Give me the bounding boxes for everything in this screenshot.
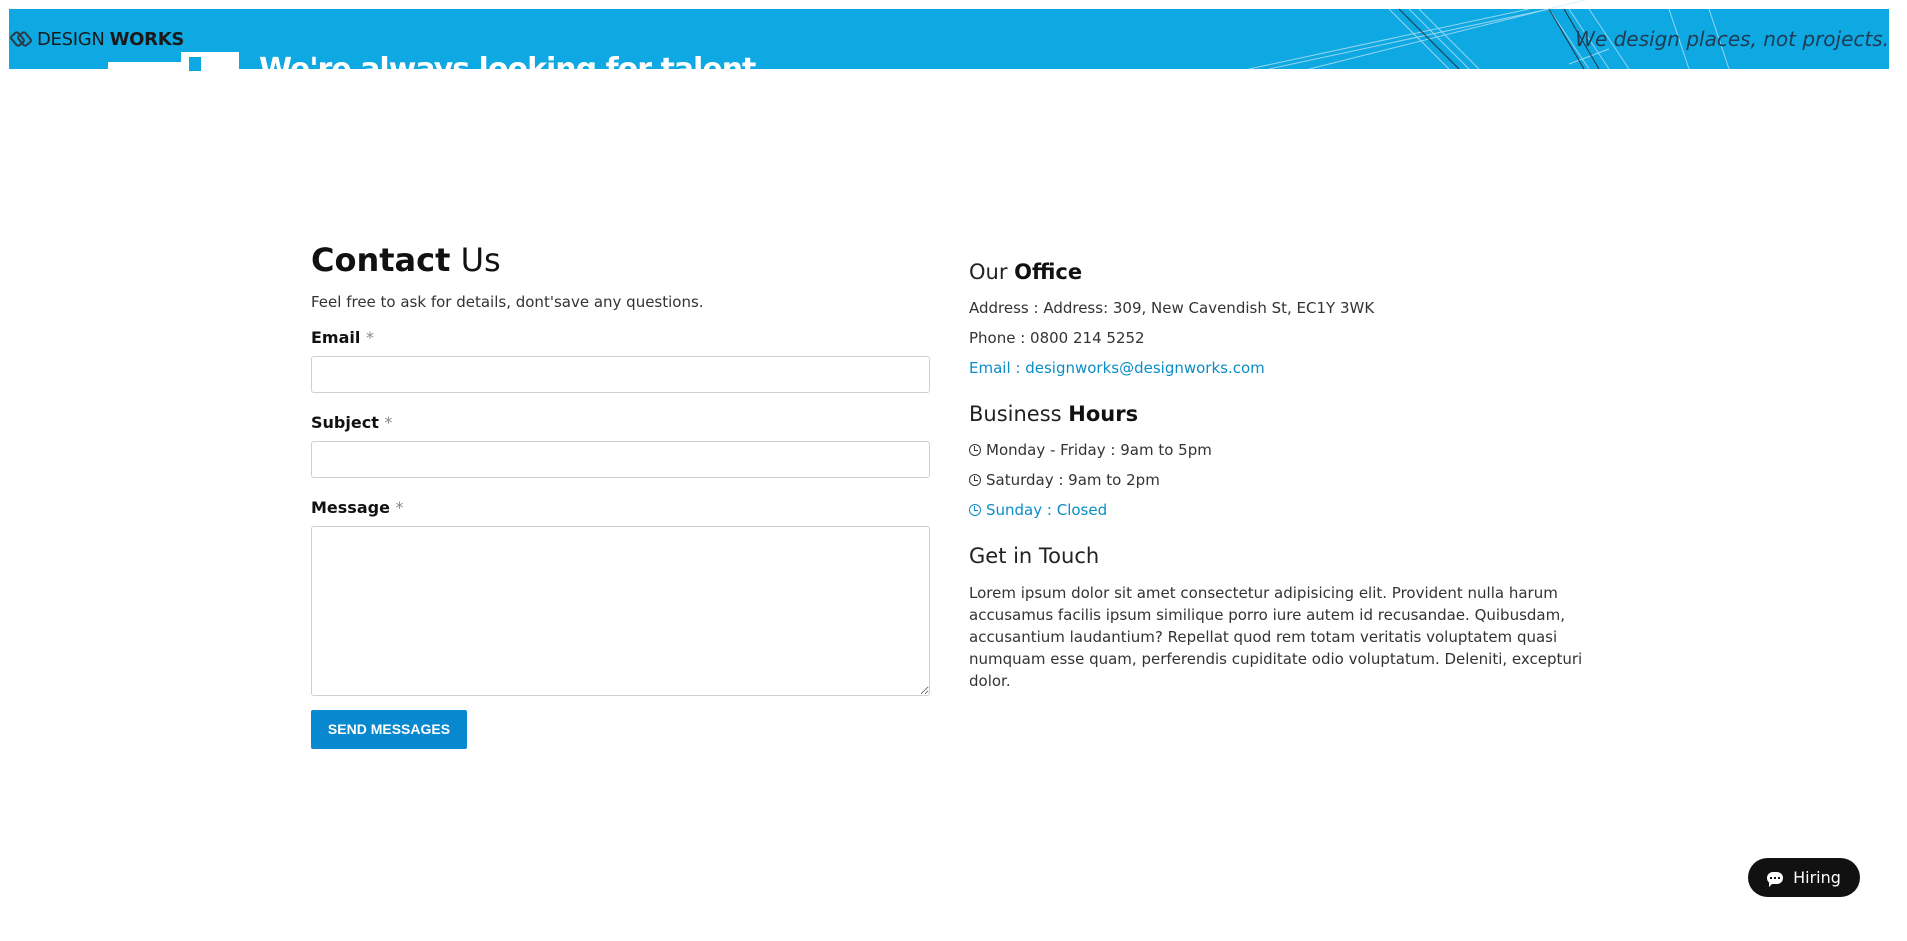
- contact-subtitle: Feel free to ask for details, dont'save any questions.: [311, 293, 704, 311]
- clock-icon: [969, 444, 981, 456]
- office-info-section: [969, 258, 1589, 692]
- hiring-chat-button[interactable]: [1748, 858, 1860, 897]
- office-title: [969, 258, 1589, 286]
- office-address: Address : Address: 309, New Cavendish St, EC1Y 3WK: [969, 299, 1375, 317]
- hours-item-text: Saturday : 9am to 2pm: [986, 471, 1160, 489]
- hours-item: [969, 440, 1589, 460]
- hours-title-prefix: Business: [969, 402, 1069, 426]
- subject-label: [311, 413, 930, 433]
- required-mark: *: [384, 413, 393, 432]
- clock-icon: [969, 474, 981, 486]
- logo-icon: [9, 27, 33, 51]
- logo-text-strong: WORKS: [109, 28, 185, 50]
- hours-title: [969, 400, 1589, 428]
- banner-shape: [189, 57, 201, 71]
- subject-field[interactable]: [311, 441, 930, 478]
- email-field[interactable]: [311, 356, 930, 393]
- hours-item-text: Sunday : Closed: [986, 501, 1108, 519]
- subject-label-text: Subject: [311, 413, 379, 432]
- message-field[interactable]: [311, 526, 930, 696]
- logo-text: DESIGN: [37, 28, 105, 50]
- clock-icon: [969, 504, 981, 516]
- office-phone: Phone : 0800 214 5252: [969, 329, 1145, 347]
- logo[interactable]: [9, 27, 184, 51]
- header-banner: [9, 9, 1889, 87]
- touch-title: Get in Touch: [969, 544, 1100, 568]
- contact-form-section: [311, 240, 930, 749]
- office-email-link[interactable]: Email : designworks@designworks.com: [969, 359, 1265, 377]
- contact-title-rest: Us: [450, 241, 501, 279]
- hours-item: [969, 500, 1589, 520]
- send-messages-button[interactable]: SEND MESSAGES: [311, 710, 467, 749]
- tagline: We design places, not projects.: [1575, 27, 1889, 51]
- required-mark: *: [365, 328, 374, 347]
- email-label-text: Email: [311, 328, 361, 347]
- contact-title-strong: Contact: [311, 241, 451, 279]
- office-title-prefix: Our: [969, 260, 1015, 284]
- contact-title: [311, 240, 930, 280]
- hours-item-text: Monday - Friday : 9am to 5pm: [986, 441, 1212, 459]
- hiring-label: Hiring: [1793, 868, 1841, 887]
- hours-title-strong: Hours: [1068, 402, 1139, 426]
- banner-headline: We're always looking for talent: [259, 52, 756, 87]
- hours-item: [969, 470, 1589, 490]
- required-mark: *: [395, 498, 404, 517]
- message-label-text: Message: [311, 498, 390, 517]
- office-title-strong: Office: [1014, 260, 1083, 284]
- message-label: [311, 498, 930, 518]
- chat-icon: [1767, 872, 1783, 884]
- get-in-touch: [969, 542, 1589, 692]
- touch-body: Lorem ipsum dolor sit amet consectetur adipisicing elit. Provident nulla harum accusamus facilis ipsum similique porro iure autem id recusandae. Quibusdam, accusantium laudantium? Repellat quod rem totam veritatis voluptatem quasi numquam esse quam, perferendis cupiditate odio voluptatum. Deleniti, excepturi dolor.: [969, 584, 1583, 690]
- business-hours: [969, 400, 1589, 520]
- email-label: [311, 328, 930, 348]
